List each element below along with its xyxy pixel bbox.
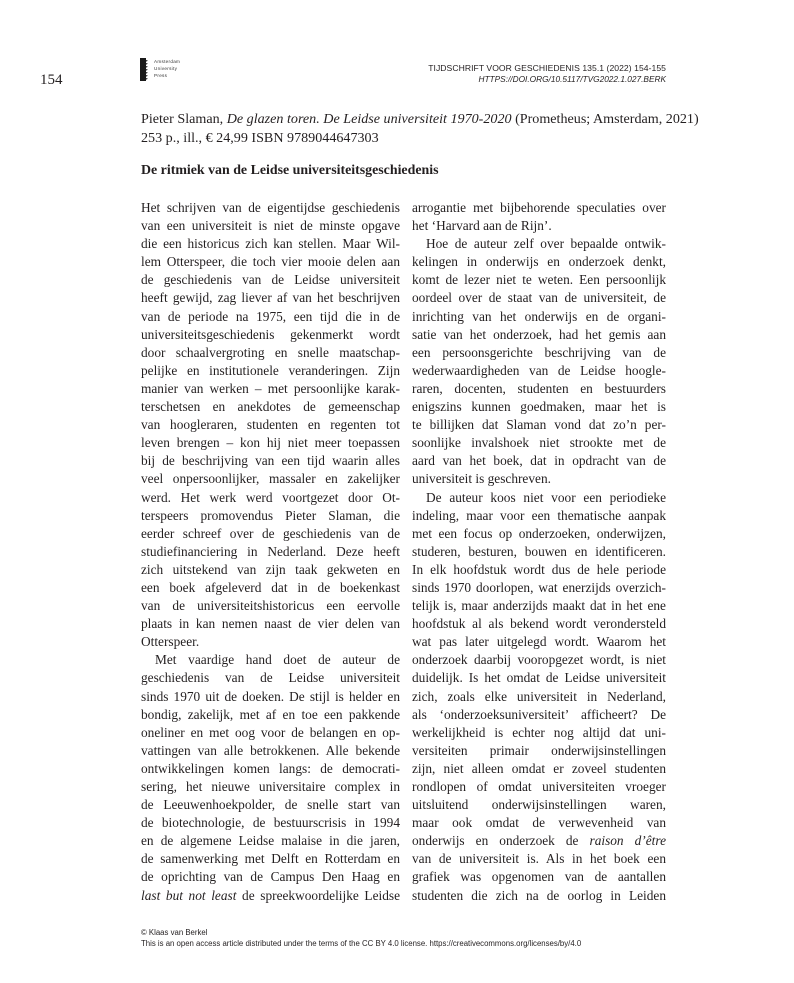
text-line <box>141 416 400 434</box>
text-line-content: van de universiteitshistoricus een eervolle <box>141 598 400 614</box>
text-line-content: maar ook omdat de verwevenheid van <box>412 815 666 831</box>
text-line-content: uitsluitend onderwijsinstellingen waren, <box>412 797 666 813</box>
text-line-content: werkelijkheid is echter nog altijd dat uni- <box>412 724 666 740</box>
text-line-content: de biotechnologie, de bestuurscrisis in 1994 <box>141 815 400 831</box>
text-line-content: zich, zoals elke universiteit in Nederland, <box>412 688 666 704</box>
text-line <box>141 308 400 326</box>
publisher-logo-line: University <box>154 66 178 71</box>
italic-phrase: raison d’être <box>589 833 667 849</box>
text-line-content: onderwijs en onderzoek de <box>412 833 590 849</box>
text-line-content: enigszins kunnen goedmaken, maar het is <box>412 399 666 415</box>
journal-doi-link[interactable]: HTTPS://DOI.ORG/10.5117/TVG2022.1.027.BERK <box>478 74 666 84</box>
text-line <box>141 380 400 398</box>
text-line-content: In elk hoofdstuk wordt dus de hele periode <box>412 561 666 577</box>
text-line <box>412 452 666 470</box>
text-line-content: de geschiedenis van de Leidse universiteit <box>141 272 400 288</box>
text-line <box>141 344 400 362</box>
text-line-content: inrichting van het onderwijs en de organi- <box>412 308 666 324</box>
book-citation <box>141 110 699 148</box>
text-line <box>141 362 400 380</box>
text-line <box>412 651 666 669</box>
page-number: 154 <box>40 72 63 88</box>
citation-author: Pieter Slaman, <box>141 111 227 127</box>
publisher-logo-text <box>154 58 180 79</box>
text-line <box>412 253 666 271</box>
text-line <box>141 724 400 742</box>
text-line <box>412 887 666 905</box>
text-line <box>141 507 400 525</box>
text-line <box>412 615 666 633</box>
text-line <box>412 525 666 543</box>
text-line <box>412 796 666 814</box>
text-line <box>141 814 400 832</box>
review-heading: De ritmiek van de Leidse universiteitsgeschiedenis <box>141 163 439 178</box>
italic-phrase: last but not least <box>141 887 237 903</box>
text-line <box>412 706 666 724</box>
text-line <box>412 271 666 289</box>
text-line <box>141 778 400 796</box>
text-line <box>141 253 400 271</box>
text-line <box>141 235 400 253</box>
text-line-content: studenten die zich na de oorlog in Leiden <box>412 887 666 903</box>
text-line-content: een persoonsgerichte beschrijving van de <box>412 344 666 360</box>
text-line-content: die een historicus zich kan stellen. Maar Wil- <box>141 236 400 252</box>
text-line <box>412 434 666 452</box>
text-line-content: zich uitstekend van zijn taak gekweten en <box>141 561 400 577</box>
text-line-content: bij de beschrijving van een tijd waarin alles <box>141 453 400 469</box>
text-line <box>141 688 400 706</box>
text-line <box>412 597 666 615</box>
publisher-logo-line: Press <box>154 73 168 78</box>
text-line <box>412 308 666 326</box>
text-line-content: met een focus op onderzoeken, onderwijzen, <box>412 525 666 541</box>
journal-header <box>428 63 666 85</box>
text-line-content: de Leeuwenhoekpolder, de snelle start van <box>141 797 400 813</box>
text-line-content: pelijke en institutionele veranderingen. Zijn <box>141 362 400 378</box>
text-line <box>141 543 400 561</box>
text-line <box>412 669 666 687</box>
text-line <box>141 760 400 778</box>
text-line-content: leven brengen – kon hij niet meer toepassen <box>141 435 400 451</box>
text-line <box>412 814 666 832</box>
text-line <box>412 217 666 235</box>
text-line <box>141 452 400 470</box>
citation-line-1 <box>141 110 699 129</box>
text-line <box>412 561 666 579</box>
text-line <box>141 868 400 886</box>
text-line <box>412 688 666 706</box>
publisher-logo <box>140 58 180 81</box>
publisher-logo-mark-icon <box>140 58 148 81</box>
text-line-content: lem Otterspeer, die toch vier mooie delen aan <box>141 254 400 270</box>
text-line <box>141 398 400 416</box>
text-line-content: grafiek was opgenomen van de aantallen <box>412 869 666 885</box>
text-line-content: plaats in kan nemen naast de vier delen van <box>141 616 400 632</box>
text-line-content: aard van het boek, dat in opdracht van de <box>412 453 666 469</box>
text-line-content: Het schrijven van de eigentijdse geschiedenis <box>141 200 400 215</box>
text-line-content: sinds 1970 doorlopen, wat enerzijds overzich- <box>412 579 666 595</box>
text-line-content: het ‘Harvard aan de Rijn’. <box>412 218 552 234</box>
page-footer <box>141 927 581 949</box>
text-line-content: indeling, maar voor een thematische aanpak <box>412 507 666 523</box>
text-line-content: duidelijk. Is het omdat de Leidse universiteit <box>412 670 666 686</box>
text-line <box>412 868 666 886</box>
text-line-content: sering, het nieuwe universitaire complex in <box>141 779 400 794</box>
text-line-content: kelingen in onderwijs en onderzoek denkt, <box>412 254 666 270</box>
text-line-content: manier van werken – met persoonlijke karak- <box>141 380 400 396</box>
text-line-content: vattingen van alle betrokkenen. Alle bekende <box>141 742 400 758</box>
text-line <box>141 832 400 850</box>
text-line <box>412 344 666 362</box>
text-line <box>412 543 666 561</box>
text-line-content: studiefinanciering in Nederland. Deze heeft <box>141 543 400 559</box>
citation-publisher-info: (Prometheus; Amsterdam, 2021) <box>511 111 699 127</box>
text-line-content: terspeers promovendus Pieter Slaman, die <box>141 507 400 523</box>
text-line-content: satie van het onderzoek, had het gemis aan <box>412 326 666 342</box>
text-line-content: telijk is, maar anderzijds maakt dat in het ene <box>412 598 666 614</box>
review-left-column <box>141 199 400 905</box>
text-line <box>412 289 666 307</box>
text-line-content: oordeel over de staat van de universiteit, de <box>412 290 666 306</box>
text-line-content: Hoe de auteur zelf over bepaalde ontwik- <box>426 236 666 252</box>
text-line <box>141 579 400 597</box>
text-line-content: sinds 1970 uit de doeken. De stijl is helder en <box>141 688 400 704</box>
text-line <box>412 832 666 850</box>
text-line-content: heeft gewijd, zag liever af van het beschrijven <box>141 290 400 306</box>
text-line-content: als ‘onderzoeksuniversiteit’ afficheert? De <box>412 706 666 722</box>
text-line <box>412 489 666 507</box>
text-line <box>412 724 666 742</box>
text-line <box>412 398 666 416</box>
text-line-content: door schaalvergroting en snelle maatschap- <box>141 344 400 360</box>
text-line <box>141 434 400 452</box>
text-line <box>141 561 400 579</box>
text-line <box>412 235 666 253</box>
text-line <box>141 489 400 507</box>
text-line <box>141 289 400 307</box>
citation-book-title: De glazen toren. De Leidse universiteit 1970-2020 <box>226 111 512 127</box>
text-line <box>141 217 400 235</box>
text-line <box>412 507 666 525</box>
text-line-content: Met vaardige hand doet de auteur de <box>155 652 400 668</box>
text-line-content: soonlijke invalshoek niet strookte met de <box>412 435 666 451</box>
footer-license: This is an open access article distributed under the terms of the CC BY 4.0 license. https://creativecommons.org/licenses/by/4.0 <box>141 939 582 948</box>
text-line-content: ontwikkelingen komen langs: de democrati- <box>141 760 400 776</box>
text-line-content: rondlopen of omdat universiteiten vroeger <box>412 779 666 794</box>
citation-details: 253 p., ill., € 24,99 ISBN 9789044647303 <box>141 130 379 146</box>
text-line-content: arrogantie met bijbehorende speculaties over <box>412 200 666 215</box>
text-line-content: universiteitsgeschiedenis gekenmerkt wordt <box>141 326 400 342</box>
text-line <box>412 416 666 434</box>
text-line-content: en de algemene Leidse malaise in die jaren, <box>141 833 400 849</box>
text-line <box>141 615 400 633</box>
text-line <box>141 633 400 651</box>
text-line <box>412 579 666 597</box>
text-line <box>141 796 400 814</box>
text-line-content: terschetsen en anekdotes de gemeenschap <box>141 399 400 415</box>
text-line-content: van de periode na 1975, een tijd die in de <box>141 308 400 324</box>
text-line <box>412 362 666 380</box>
text-line-content: Otterspeer. <box>141 634 200 650</box>
text-line-content: De auteur koos niet voor een periodieke <box>426 489 666 505</box>
text-line <box>141 525 400 543</box>
text-line-content: bondig, zakelijk, met af en toe een pakkende <box>141 706 400 722</box>
text-line <box>412 470 666 488</box>
text-line-content: oneliner en met oog voor de belangen en op- <box>141 724 400 740</box>
text-line <box>141 669 400 687</box>
text-line <box>412 850 666 868</box>
text-line <box>141 470 400 488</box>
text-line-content: een boek afgeleverd dat in de boekenkast <box>141 579 400 595</box>
text-line-content: de oprichting van de Campus Den Haag en <box>141 869 400 885</box>
text-line <box>141 850 400 868</box>
text-line <box>412 326 666 344</box>
review-right-column <box>412 199 666 905</box>
text-line-content: studeren, besturen, bouwen en identificeren. <box>412 543 666 559</box>
footer-copyright: © Klaas van Berkel <box>141 928 208 937</box>
text-line <box>141 887 400 905</box>
text-line-content: zijn, niet alleen omdat er zoveel studenten <box>412 760 666 776</box>
text-line-content: hoofdstuk al als bekend wordt verondersteld <box>412 616 666 632</box>
text-line <box>141 326 400 344</box>
text-line <box>141 742 400 760</box>
text-line-content: raren, docenten, studenten en bestuurders <box>412 380 666 396</box>
text-line <box>141 271 400 289</box>
text-line-content: wederwaardigheden van de Leidse hoogle- <box>412 362 666 378</box>
text-line <box>412 742 666 760</box>
text-line-content: wat pas later uitgelegd wordt. Waarom het <box>412 634 666 650</box>
text-line-content: van een universiteit is niet de minste opgave <box>141 218 400 234</box>
text-line-content: van hoogleraren, studenten en regenten tot <box>141 417 400 433</box>
text-line-content: de samenwerking met Delft en Rotterdam en <box>141 851 400 867</box>
text-line <box>141 651 400 669</box>
text-line <box>412 633 666 651</box>
text-line-content: werd. Het werk werd voortgezet door Ot- <box>141 489 400 505</box>
text-line-content: onderzoek daarbij vooropgezet wordt, is niet <box>412 652 666 668</box>
text-line-content: van de universiteit is. Als in het boek een <box>412 851 666 867</box>
text-line <box>141 706 400 724</box>
text-line <box>141 199 400 217</box>
journal-title: TIJDSCHRIFT VOOR GESCHIEDENIS 135.1 (2022) 154-155 <box>428 63 666 73</box>
text-line-content: komt de lezer niet te weten. Een persoonlijk <box>412 272 666 288</box>
text-line <box>412 760 666 778</box>
text-line-content: veel onpersoonlijker, massaler en zakelijker <box>141 471 400 487</box>
text-line-content: de spreekwoordelijke Leidse <box>236 887 401 903</box>
text-line-content: universiteit is geschreven. <box>412 471 551 487</box>
text-line <box>412 778 666 796</box>
publisher-logo-line: Amsterdam <box>154 59 181 64</box>
text-line <box>412 380 666 398</box>
text-line <box>141 597 400 615</box>
text-line-content: versiteiten primair onderwijsinstellingen <box>412 742 666 758</box>
text-line-content: te billijken dat Slaman vond dat zo’n per- <box>412 417 666 433</box>
text-line <box>412 199 666 217</box>
text-line-content: eerder schreef over de geschiedenis van de <box>141 525 400 541</box>
text-line-content: geschiedenis van de Leidse universiteit <box>141 670 400 686</box>
